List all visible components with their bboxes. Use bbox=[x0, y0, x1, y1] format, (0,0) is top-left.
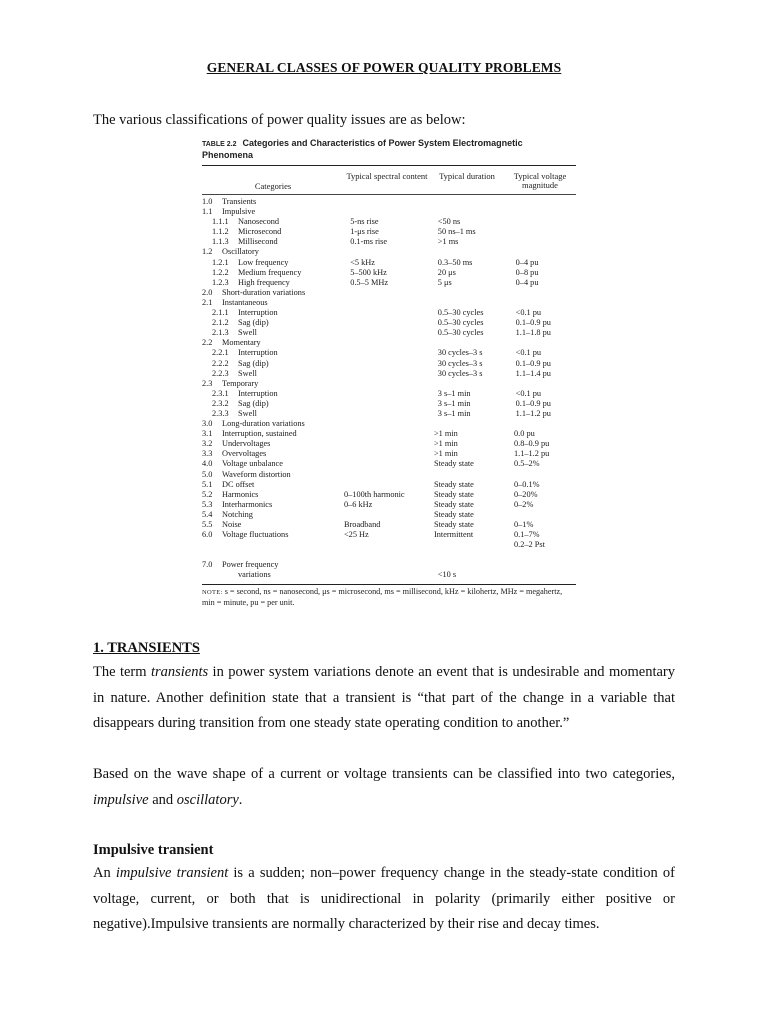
cell-category-name: Nanosecond bbox=[238, 217, 280, 227]
cell-duration: Steady state bbox=[434, 499, 474, 509]
cell-category-number: 5.2 bbox=[202, 489, 213, 499]
cell-category-number: 3.2 bbox=[202, 439, 213, 449]
cell-magnitude bbox=[516, 570, 576, 580]
cell-category-number: 2.2.3 bbox=[212, 368, 229, 378]
cell-category bbox=[202, 328, 350, 338]
table-row bbox=[202, 258, 576, 268]
cell-category-name: Oscillatory bbox=[222, 247, 259, 257]
cell-category-name: Impulsive bbox=[222, 207, 256, 217]
cell-content bbox=[350, 369, 438, 379]
cell-content bbox=[344, 540, 434, 550]
cell-category-number: 6.0 bbox=[202, 530, 213, 540]
cell-magnitude bbox=[514, 470, 576, 480]
paragraph-transients-definition bbox=[93, 660, 675, 737]
paragraph-categories bbox=[93, 762, 675, 813]
cell-magnitude: 0–20% bbox=[514, 489, 538, 499]
table-row bbox=[202, 247, 576, 257]
table-row bbox=[202, 308, 576, 318]
cell-category-number: 5.0 bbox=[202, 469, 213, 479]
cell-category-name: Noise bbox=[222, 520, 242, 529]
cell-category-number: 2.2.2 bbox=[212, 358, 229, 368]
cell-duration bbox=[434, 207, 514, 217]
cell-content bbox=[350, 318, 438, 328]
table-caption-text: Categories and Characteristics of Power System Electromagnetic Phenomena bbox=[202, 138, 523, 160]
cell-category bbox=[202, 520, 344, 530]
cell-duration: <10 s bbox=[437, 570, 457, 580]
cell-category bbox=[202, 409, 350, 419]
table-header bbox=[202, 170, 576, 194]
cell-category-name: Transients bbox=[222, 197, 257, 206]
cell-duration bbox=[434, 338, 514, 348]
table-row bbox=[202, 490, 576, 500]
cell-category-number: 1.1 bbox=[202, 207, 213, 217]
cell-category-number: 3.0 bbox=[202, 419, 213, 429]
header-spectral: Typical spectral content bbox=[346, 171, 428, 181]
cell-magnitude bbox=[514, 510, 576, 520]
cell-category bbox=[202, 288, 344, 298]
cell-category-name: Waveform distortion bbox=[222, 469, 291, 479]
cell-category bbox=[202, 459, 344, 469]
cell-category-number: 3.3 bbox=[202, 449, 213, 459]
cell-category-number: 7.0 bbox=[202, 560, 213, 570]
cell-magnitude bbox=[514, 550, 576, 560]
cell-duration: 30 cycles–3 s bbox=[437, 358, 483, 368]
table-row bbox=[202, 530, 576, 540]
cell-content bbox=[344, 338, 434, 348]
cell-magnitude: 1.1–1.4 pu bbox=[515, 368, 551, 378]
table-row bbox=[202, 510, 576, 520]
cell-magnitude: 0.2–2 Pst bbox=[514, 540, 545, 550]
cell-category-number: 1.2.1 bbox=[212, 257, 229, 267]
cell-category bbox=[202, 389, 350, 399]
cell-magnitude: 0–8 pu bbox=[515, 267, 539, 277]
cell-category bbox=[202, 237, 350, 247]
table-row bbox=[202, 328, 576, 338]
cell-category-name: Voltage fluctuations bbox=[222, 530, 289, 540]
p2-text-e: . bbox=[238, 791, 243, 808]
cell-magnitude: <0.1 pu bbox=[515, 348, 542, 358]
cell-category-name: Low frequency bbox=[238, 257, 289, 267]
table-row bbox=[202, 379, 576, 389]
cell-magnitude: 0.1–0.9 pu bbox=[515, 318, 551, 328]
cell-category bbox=[202, 318, 350, 328]
cell-magnitude bbox=[514, 298, 576, 308]
cell-content bbox=[344, 298, 434, 308]
note-text: s = second, ns = nanosecond, μs = microsecond, ms = millisecond, kHz = kilohertz, MHz = megahertz, min = minute, pu = per unit. bbox=[202, 586, 563, 607]
cell-duration bbox=[434, 298, 514, 308]
cell-magnitude: 0–2% bbox=[514, 499, 534, 509]
cell-category-name: Power frequency bbox=[222, 560, 279, 570]
page-title: GENERAL CLASSES OF POWER QUALITY PROBLEMS bbox=[206, 60, 562, 75]
table-row bbox=[202, 459, 576, 469]
cell-duration: >1 min bbox=[434, 439, 458, 449]
cell-content bbox=[344, 439, 434, 449]
cell-magnitude bbox=[514, 207, 576, 217]
cell-magnitude bbox=[514, 419, 576, 429]
cell-category-name: Swell bbox=[238, 328, 257, 338]
cell-category bbox=[202, 540, 344, 550]
header-categories: Categories bbox=[254, 181, 292, 191]
table-row bbox=[202, 278, 576, 288]
cell-duration: 30 cycles–3 s bbox=[437, 368, 483, 378]
cell-category bbox=[202, 369, 350, 379]
table-row bbox=[202, 268, 576, 278]
table-row bbox=[202, 207, 576, 217]
table-row bbox=[202, 520, 576, 530]
table-row bbox=[202, 217, 576, 227]
table-row bbox=[202, 399, 576, 409]
cell-category-name: Sag (dip) bbox=[238, 398, 269, 408]
cell-category-number: 3.1 bbox=[202, 429, 213, 439]
cell-content: 0–100th harmonic bbox=[344, 489, 405, 499]
cell-duration: Steady state bbox=[434, 459, 474, 469]
cell-category-number: 5.4 bbox=[202, 509, 213, 519]
p2-term-oscillatory: oscillatory bbox=[176, 791, 239, 808]
cell-duration: 0.5–30 cycles bbox=[437, 318, 484, 328]
cell-category-name: Swell bbox=[238, 368, 257, 378]
cell-category-number: 1.1.2 bbox=[212, 227, 229, 237]
cell-magnitude bbox=[516, 217, 576, 227]
cell-category-name: Millisecond bbox=[238, 237, 278, 247]
cell-duration: Intermittent bbox=[434, 530, 474, 540]
table-row bbox=[202, 540, 576, 550]
table-row bbox=[202, 197, 576, 207]
cell-category-number: 2.3.1 bbox=[212, 388, 229, 398]
cell-category-number: 1.2 bbox=[202, 247, 213, 257]
cell-category-name: Interruption bbox=[238, 348, 278, 358]
p1-term-transients: transients bbox=[150, 664, 209, 680]
cell-magnitude: 0.1–0.9 pu bbox=[515, 358, 551, 368]
cell-category-number: 1.1.3 bbox=[212, 237, 229, 247]
cell-category-name: Instantaneous bbox=[222, 297, 268, 307]
header-magnitude: Typical voltage magnitude bbox=[513, 171, 567, 190]
cell-duration: Steady state bbox=[434, 520, 474, 529]
cell-category bbox=[202, 258, 350, 268]
cell-category bbox=[202, 278, 350, 288]
table-row bbox=[202, 429, 576, 439]
table-row bbox=[202, 560, 576, 570]
cell-content bbox=[350, 570, 438, 580]
cell-category-number: 5.3 bbox=[202, 499, 213, 509]
cell-magnitude bbox=[514, 379, 576, 389]
cell-magnitude: 0.1–0.9 pu bbox=[515, 398, 551, 408]
cell-category bbox=[202, 247, 344, 257]
classification-table bbox=[202, 138, 576, 608]
cell-content bbox=[344, 459, 434, 469]
cell-category-number: 1.2.2 bbox=[212, 267, 229, 277]
cell-category-name: Swell bbox=[238, 408, 257, 418]
cell-category-name: Notching bbox=[222, 509, 253, 519]
table-row bbox=[202, 237, 576, 247]
cell-category-name: DC offset bbox=[222, 479, 255, 489]
p2-text-a: Based on the wave shape of a current or voltage transients can be classified into two categories, bbox=[93, 766, 675, 782]
cell-category-name: Long-duration variations bbox=[222, 419, 305, 429]
cell-category bbox=[202, 227, 350, 237]
cell-content bbox=[344, 429, 434, 439]
cell-content bbox=[344, 510, 434, 520]
cell-duration: 3 s–1 min bbox=[437, 398, 471, 408]
cell-content: 0–6 kHz bbox=[344, 499, 373, 509]
header-duration: Typical duration bbox=[439, 171, 495, 181]
cell-duration: 3 s–1 min bbox=[437, 388, 471, 398]
cell-content bbox=[350, 328, 438, 338]
cell-content: <5 kHz bbox=[350, 257, 375, 267]
table-row bbox=[202, 389, 576, 399]
cell-category-number: 5.5 bbox=[202, 520, 213, 529]
cell-content: <25 Hz bbox=[344, 530, 369, 540]
table-row bbox=[202, 470, 576, 480]
cell-category bbox=[202, 510, 344, 520]
cell-category-name: Short-duration variations bbox=[222, 287, 306, 297]
cell-content bbox=[350, 359, 438, 369]
p1-text-c: in power system variations denote an event that is undesirable and momentary in nature. Another definition state that a transient is “that part of the change in a variable that disappears during transition from one steady state operating condition to another.” bbox=[93, 664, 675, 731]
cell-category bbox=[202, 429, 344, 439]
cell-content: 0.1-ms rise bbox=[350, 237, 388, 247]
cell-duration: 0.5–30 cycles bbox=[437, 328, 484, 338]
cell-content: 5-ns rise bbox=[350, 217, 379, 227]
cell-category-name: Interruption bbox=[238, 308, 278, 318]
cell-magnitude bbox=[514, 338, 576, 348]
cell-duration: Steady state bbox=[434, 489, 474, 499]
p3-text-a: An bbox=[93, 865, 116, 881]
cell-content: Broadband bbox=[344, 520, 381, 529]
cell-category-number: 2.2.1 bbox=[212, 348, 229, 358]
cell-duration: 30 cycles–3 s bbox=[437, 348, 483, 358]
cell-magnitude: 1.1–1.2 pu bbox=[515, 408, 551, 418]
cell-category bbox=[202, 308, 350, 318]
cell-category bbox=[202, 207, 344, 217]
cell-category bbox=[202, 560, 344, 570]
table-note bbox=[202, 585, 576, 608]
cell-magnitude: 1.1–1.2 pu bbox=[514, 449, 550, 459]
cell-magnitude: 0.1–7% bbox=[514, 530, 540, 540]
cell-category-name: Harmonics bbox=[222, 489, 259, 499]
cell-content bbox=[344, 207, 434, 217]
table-row bbox=[202, 550, 576, 560]
cell-magnitude: 0–4 pu bbox=[515, 277, 539, 287]
table-row bbox=[202, 227, 576, 237]
table-row bbox=[202, 480, 576, 490]
cell-category-number: 2.1.3 bbox=[212, 328, 229, 338]
cell-category-name: Sag (dip) bbox=[238, 358, 269, 368]
cell-duration: Steady state bbox=[434, 509, 474, 519]
cell-category bbox=[202, 298, 344, 308]
table-row bbox=[202, 369, 576, 379]
cell-duration bbox=[434, 419, 514, 429]
cell-magnitude: 0.8–0.9 pu bbox=[514, 439, 550, 449]
cell-content bbox=[344, 480, 434, 490]
p1-text-a: The term bbox=[93, 664, 151, 680]
table-row bbox=[202, 419, 576, 429]
subheading-impulsive: Impulsive transient bbox=[93, 842, 214, 858]
table-row bbox=[202, 449, 576, 459]
cell-category-name: Temporary bbox=[222, 378, 259, 388]
cell-category-name: Microsecond bbox=[238, 227, 282, 237]
cell-magnitude: <0.1 pu bbox=[515, 308, 542, 318]
cell-duration bbox=[434, 197, 514, 207]
cell-content bbox=[344, 288, 434, 298]
cell-magnitude bbox=[514, 560, 576, 570]
cell-duration bbox=[434, 379, 514, 389]
table-row bbox=[202, 409, 576, 419]
p3-text-c: is a sudden; non–power frequency change in the steady-state condition of voltage, current, or both that is unidirectional in polarity (primarily either positive or negative).Impulsive transients are normally characterized by their rise and decay times. bbox=[93, 865, 675, 932]
cell-category bbox=[202, 197, 344, 207]
cell-duration: >1 min bbox=[434, 449, 458, 459]
cell-category bbox=[202, 530, 344, 540]
cell-duration: 50 ns–1 ms bbox=[437, 227, 476, 237]
cell-category bbox=[202, 490, 344, 500]
cell-duration bbox=[434, 560, 514, 570]
cell-category-name: Undervoltages bbox=[222, 439, 271, 449]
section-heading: 1. TRANSIENTS bbox=[93, 640, 200, 656]
p2-term-impulsive: impulsive bbox=[93, 791, 149, 808]
cell-content: 5–500 kHz bbox=[350, 267, 387, 277]
cell-category bbox=[202, 268, 350, 278]
cell-category-number: 2.1.2 bbox=[212, 318, 229, 328]
cell-category bbox=[202, 439, 344, 449]
cell-category bbox=[202, 379, 344, 389]
cell-category-name: Interruption bbox=[238, 388, 278, 398]
cell-category bbox=[202, 570, 350, 580]
cell-category bbox=[202, 348, 350, 358]
cell-category bbox=[202, 480, 344, 490]
cell-category-number: 2.2 bbox=[202, 338, 213, 348]
table-row bbox=[202, 439, 576, 449]
table-row bbox=[202, 359, 576, 369]
cell-magnitude: 0.5–2% bbox=[514, 459, 540, 469]
cell-content bbox=[350, 399, 438, 409]
cell-content: 0.5–5 MHz bbox=[350, 277, 388, 287]
cell-category-number: 2.3.3 bbox=[212, 408, 229, 418]
table-row bbox=[202, 288, 576, 298]
cell-category-number: 2.3.2 bbox=[212, 398, 229, 408]
cell-duration: 20 μs bbox=[437, 267, 456, 277]
cell-content: 1-μs rise bbox=[350, 227, 379, 237]
cell-content bbox=[344, 247, 434, 257]
cell-category bbox=[202, 470, 344, 480]
cell-duration: 3 s–1 min bbox=[437, 408, 471, 418]
cell-category bbox=[202, 550, 344, 560]
cell-duration: >1 min bbox=[434, 429, 458, 439]
cell-duration bbox=[434, 247, 514, 257]
cell-duration: >1 ms bbox=[437, 237, 459, 247]
table-row bbox=[202, 348, 576, 358]
cell-category-number: 1.1.1 bbox=[212, 217, 229, 227]
table-row bbox=[202, 298, 576, 308]
table-row bbox=[202, 500, 576, 510]
cell-duration: 5 μs bbox=[437, 277, 452, 287]
cell-category bbox=[202, 338, 344, 348]
cell-category-number: 1.2.3 bbox=[212, 277, 229, 287]
cell-magnitude: 0–0.1% bbox=[514, 479, 540, 489]
cell-category-number: 2.1.1 bbox=[212, 308, 229, 318]
cell-category-name: Momentary bbox=[222, 338, 261, 348]
cell-category bbox=[202, 217, 350, 227]
cell-category bbox=[202, 500, 344, 510]
cell-magnitude: 0–1% bbox=[514, 520, 534, 529]
cell-content bbox=[350, 389, 438, 399]
cell-category-number: 2.0 bbox=[202, 287, 213, 297]
cell-magnitude: 1.1–1.8 pu bbox=[515, 328, 551, 338]
cell-content bbox=[344, 449, 434, 459]
cell-duration bbox=[434, 540, 514, 550]
cell-category bbox=[202, 419, 344, 429]
cell-content bbox=[344, 419, 434, 429]
table-label: TABLE 2.2 bbox=[202, 141, 237, 148]
cell-magnitude: 0.0 pu bbox=[514, 429, 535, 439]
cell-magnitude bbox=[516, 237, 576, 247]
cell-category-name: Interharmonics bbox=[222, 499, 273, 509]
cell-category-number: 2.3 bbox=[202, 378, 213, 388]
p2-text-c: and bbox=[148, 791, 177, 808]
cell-duration: 0.5–30 cycles bbox=[437, 308, 484, 318]
cell-category-name: Voltage unbalance bbox=[222, 459, 283, 469]
cell-category-number: 5.1 bbox=[202, 479, 213, 489]
cell-content bbox=[350, 348, 438, 358]
cell-content bbox=[350, 308, 438, 318]
cell-content bbox=[344, 379, 434, 389]
paragraph-impulsive-transient bbox=[93, 861, 675, 938]
cell-category-name: Medium frequency bbox=[238, 267, 302, 277]
cell-content bbox=[344, 197, 434, 207]
cell-duration: Steady state bbox=[434, 479, 474, 489]
cell-magnitude bbox=[514, 197, 576, 207]
cell-magnitude bbox=[514, 288, 576, 298]
cell-magnitude bbox=[516, 227, 576, 237]
table-body bbox=[202, 195, 576, 584]
cell-content bbox=[350, 409, 438, 419]
cell-category-number: 4.0 bbox=[202, 459, 213, 469]
table-top-rule bbox=[202, 165, 576, 166]
cell-category-name: Interruption, sustained bbox=[222, 429, 297, 439]
cell-magnitude: <0.1 pu bbox=[515, 388, 542, 398]
cell-category-number: 1.0 bbox=[202, 197, 213, 206]
table-row bbox=[202, 570, 576, 580]
cell-category bbox=[202, 359, 350, 369]
cell-content bbox=[344, 550, 434, 560]
cell-magnitude bbox=[514, 247, 576, 257]
cell-duration bbox=[434, 288, 514, 298]
cell-category bbox=[202, 399, 350, 409]
cell-content bbox=[344, 470, 434, 480]
cell-duration bbox=[434, 550, 514, 560]
cell-category-number: 2.1 bbox=[202, 297, 213, 307]
cell-category-name: High frequency bbox=[238, 277, 290, 287]
p3-term-impulsive-transient: impulsive transient bbox=[115, 865, 229, 881]
cell-content bbox=[344, 560, 434, 570]
cell-duration: <50 ns bbox=[437, 217, 461, 227]
cell-category bbox=[202, 449, 344, 459]
table-row bbox=[202, 338, 576, 348]
intro-text: The various classifications of power quality issues are as below: bbox=[93, 112, 466, 128]
cell-category-name: Overvoltages bbox=[222, 449, 267, 459]
note-label: NOTE: bbox=[202, 588, 223, 596]
table-caption bbox=[202, 138, 576, 161]
cell-category-name: variations bbox=[238, 570, 271, 580]
cell-duration bbox=[434, 470, 514, 480]
table-row bbox=[202, 318, 576, 328]
cell-category-name: Sag (dip) bbox=[238, 318, 269, 328]
cell-magnitude: 0–4 pu bbox=[515, 257, 539, 267]
cell-duration: 0.3–50 ms bbox=[437, 257, 473, 267]
